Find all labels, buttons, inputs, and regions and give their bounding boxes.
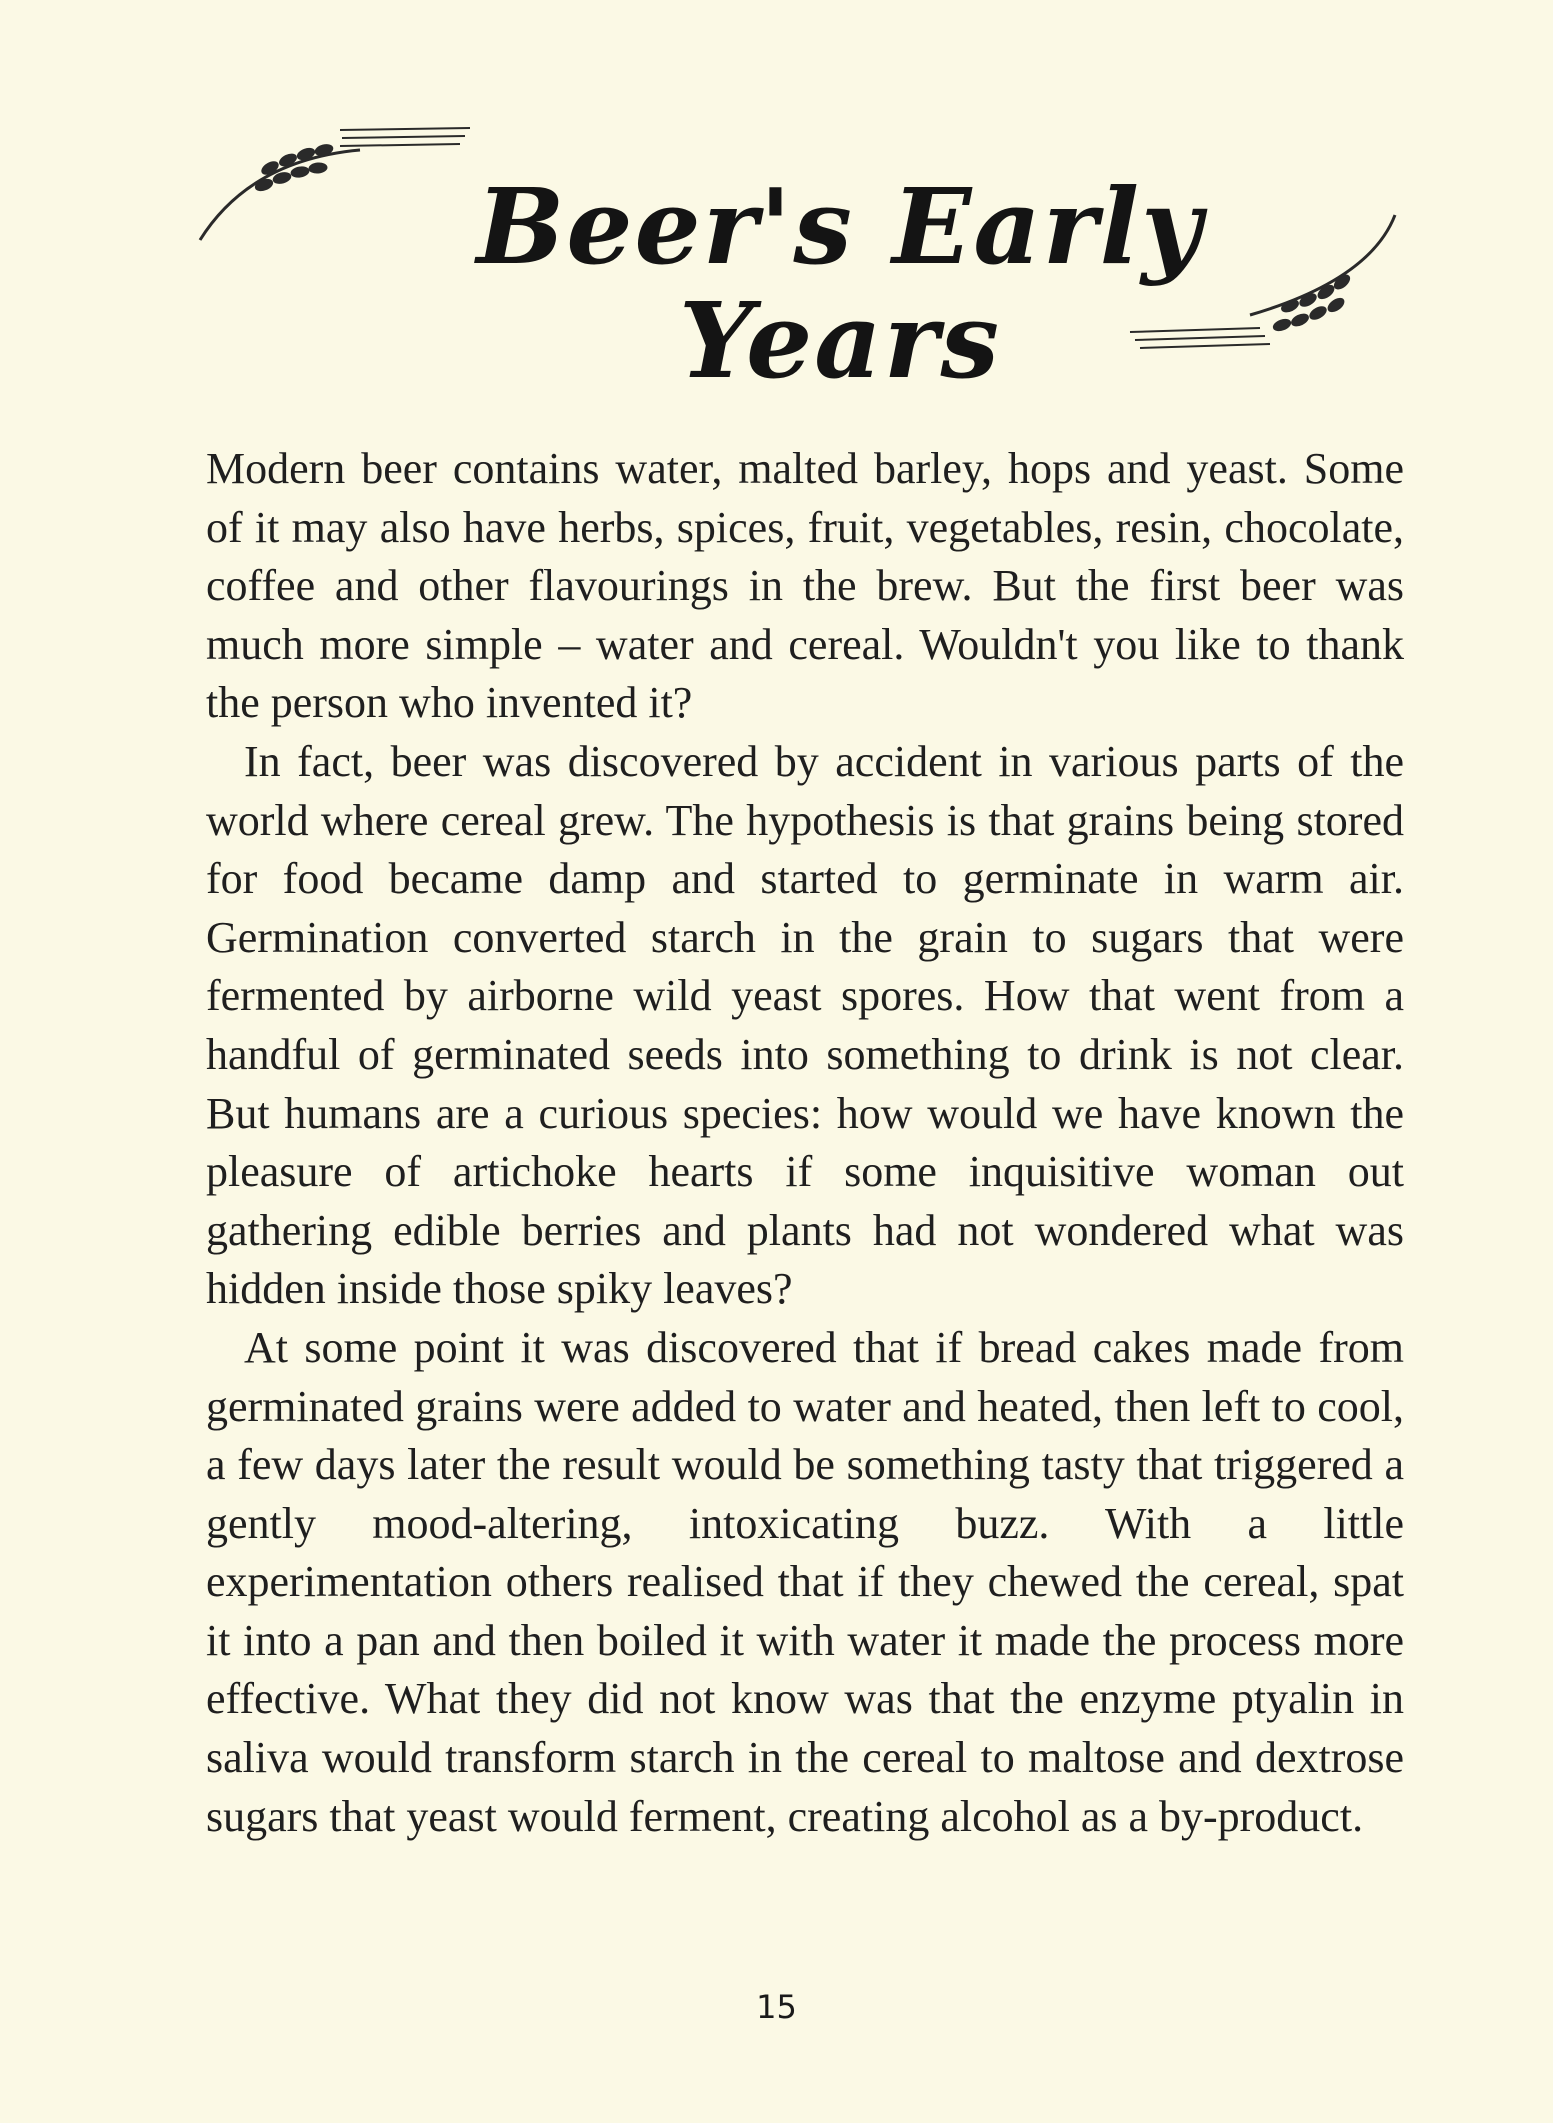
article-body — [206, 440, 1404, 1846]
page-number: 15 — [756, 1988, 797, 2026]
paragraph: In fact, beer was discovered by accident in various parts of the world where cereal grew. The hypothesis is that grains being stored for food became damp and started to germinate in warm air. Germination converted starch in the grain to sugars that were fermented by airborne wild yeast spores. How that went from a handful of germinated seeds into something to drink is not clear. But humans are a curious species: how would we have known the pleasure of artichoke hearts if some inquisitive woman out gathering edible berries and plants had not wondered what was hidden inside those spiky leaves? — [206, 736, 1404, 1314]
page-title: Beer's Early Years — [476, 165, 1204, 403]
chapter-heading — [190, 110, 1420, 403]
paragraph: Modern beer contains water, malted barley, hops and yeast. Some of it may also have herbs, spices, fruit, vegetables, resin, chocolate, coffee and other flavourings in the brew. But the first beer was much more simple – water and cereal. Wouldn't you like to thank the person who invented it? — [206, 444, 1404, 728]
paragraph: At some point it was discovered that if bread cakes made from germinated grains were added to water and heated, then left to cool, a few days later the result would be something tasty that triggered a gently mood-altering, intoxicating buzz. With a little experimentation others realised that if they chewed the cereal, spat it into a pan and then boiled it with water it made the process more effective. What they did not know was that the enzyme ptyalin in saliva would transform starch in the cereal to maltose and dextrose sugars that yeast would ferment, creating alcohol as a by-product. — [206, 1322, 1404, 1841]
